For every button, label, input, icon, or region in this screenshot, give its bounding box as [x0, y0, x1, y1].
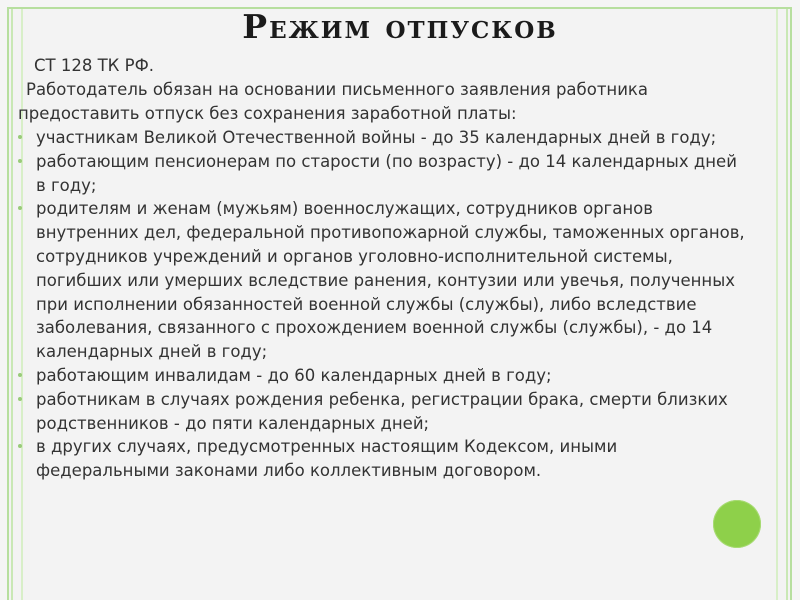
bullet-icon	[18, 397, 22, 401]
list-item-line: участникам Великой Отечественной войны - до 35 календарных дней в году;	[36, 128, 717, 147]
bullet-icon	[18, 159, 22, 163]
list-item-line: работающим пенсионерам по старости (по возрасту) - до 14 календарных дней	[36, 151, 737, 171]
list-item	[18, 126, 745, 150]
list-item-line: работникам в случаях рождения ребенка, регистрации брака, смерти близких	[36, 389, 728, 409]
intro-line-leave: предоставить отпуск без сохранения заработной платы:	[18, 104, 517, 123]
left-frame-line	[11, 9, 13, 600]
list-item-line: в других случаях, предусмотренных настоящим Кодексом, иными	[36, 437, 618, 457]
list-item-line: внутренних дел, федеральной противопожарной службы, таможенных органов,	[36, 223, 745, 243]
slide-title: Режим отпусков	[242, 7, 558, 46]
decorative-circle	[713, 500, 761, 548]
list-item-line: в году;	[36, 175, 97, 195]
right-frame-line	[786, 9, 788, 600]
intro-line-article: СТ 128 ТК РФ.	[34, 56, 155, 75]
list-item-line: календарных дней в году;	[36, 342, 268, 362]
list-item-line: федеральными законами либо коллективным договором.	[36, 461, 542, 481]
list-item-line: родственников - до пяти календарных дней;	[36, 413, 430, 433]
list-item	[18, 388, 745, 436]
list-item-line: при исполнении обязанностей военной службы (службы), либо вследствие	[36, 294, 697, 314]
list-item	[18, 435, 745, 483]
bullet-icon	[18, 135, 22, 139]
intro-line-employer: Работодатель обязан на основании письменного заявления работника	[26, 80, 649, 99]
list-item-line: работающим инвалидам - до 60 календарных дней в году;	[36, 365, 552, 385]
list-item-line: родителям и женам (мужьям) военнослужащих, сотрудников органов	[36, 199, 653, 219]
list-item	[18, 364, 745, 388]
list-item	[18, 197, 745, 364]
bullet-icon	[18, 206, 22, 210]
list-item-line: сотрудников учреждений и органов уголовно-исполнительной системы,	[36, 246, 673, 266]
bullet-icon	[18, 444, 22, 448]
list-item	[18, 150, 745, 198]
list-item-line: заболевания, связанного с прохождением военной службы (службы), - до 14	[36, 318, 713, 338]
right-inner-frame-line	[776, 9, 778, 600]
leave-category-list	[18, 126, 745, 483]
list-item-line: погибших или умерших вследствие ранения, контузии или увечья, полученных	[36, 270, 735, 290]
bullet-icon	[18, 373, 22, 377]
